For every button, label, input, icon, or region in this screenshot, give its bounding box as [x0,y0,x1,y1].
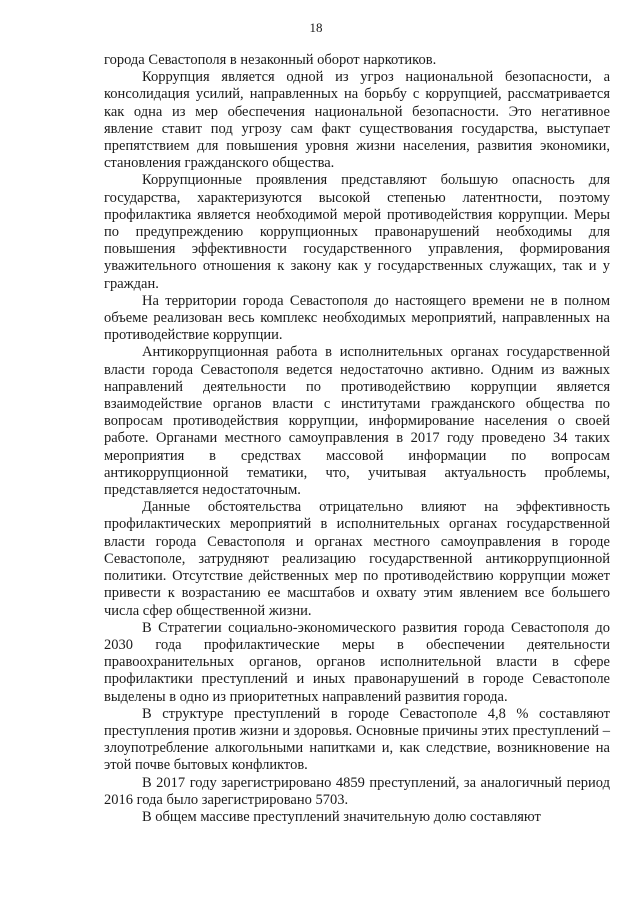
paragraph-8: В структуре преступлений в городе Севастополе 4,8 % составляют преступления против жизни и здоровья. Основные причины этих преступлений – злоупотребление алкогольными напитками и, как следствие, возникновение на этой почве бытовых конфликтов. [104,705,610,774]
body-text [104,52,610,826]
paragraph-3: Коррупционные проявления представляют большую опасность для государства, характеризуются высокой степенью латентности, поэтому профилактика является необходимой мерой противодействия коррупции. Меры по предупреждению коррупционных правонарушений необходимы для повышения эффективности государственного управления, формирования уважительного отношения к закону как у государственных служащих, так и у граждан. [104,172,610,292]
paragraph-4: На территории города Севастополя до настоящего времени не в полном объеме реализован весь комплекс необходимых мероприятий, направленных на противодействие коррупции. [104,292,610,344]
paragraph-10: В общем массиве преступлений значительную долю составляют [142,808,541,825]
paragraph-2: Коррупция является одной из угроз национальной безопасности, а консолидация усилий, направленных на борьбу с коррупцией, рассматривается как одна из мер обеспечения национальной безопасности. Это негативное явление ставит под угрозу сам факт существования государства, выступает препятствием для повышения уровня жизни населения, развития экономики, становления гражданского общества. [104,69,610,172]
page-number: 18 [309,20,323,35]
paragraph-5: Антикоррупционная работа в исполнительных органах государственной власти города Севастополя ведется недостаточно активно. Одним из важных направлений деятельности по противодействию коррупции является взаимодействие органов власти с институтами гражданского общества по вопросам противодействия коррупции, информирование населения о своей работе. Органами местного самоуправления в 2017 году проведено 34 таких мероприятия в средствах массовой информации по вопросам антикоррупционной тематики, что, учитывая актуальность проблемы, представляется недостаточным. [104,344,610,499]
paragraph-1: города Севастополя в незаконный оборот наркотиков. [104,52,437,68]
paragraph-9: В 2017 году зарегистрировано 4859 преступлений, за аналогичный период 2016 года было зарегистрировано 5703. [104,774,610,808]
paragraph-7: В Стратегии социально-экономического развития города Севастополя до 2030 года профилактические меры в обеспечении деятельности правоохранительных органов, органов исполнительной власти в сфере профилактики преступлений и иных правонарушений в городе Севастополе выделены в одно из приоритетных направлений развития города. [104,619,610,705]
paragraph-6: Данные обстоятельства отрицательно влияют на эффективность профилактических мероприятий в исполнительных органах государственной власти города Севастополя и органах местного самоуправления в городе Севастополе, затрудняют реализацию государственной антикоррупционной политики. Отсутствие действенных мер по противодействию коррупции может привести к возрастанию ее масштабов и охвату этим явлением все большего числа сфер общественной жизни. [104,499,610,619]
